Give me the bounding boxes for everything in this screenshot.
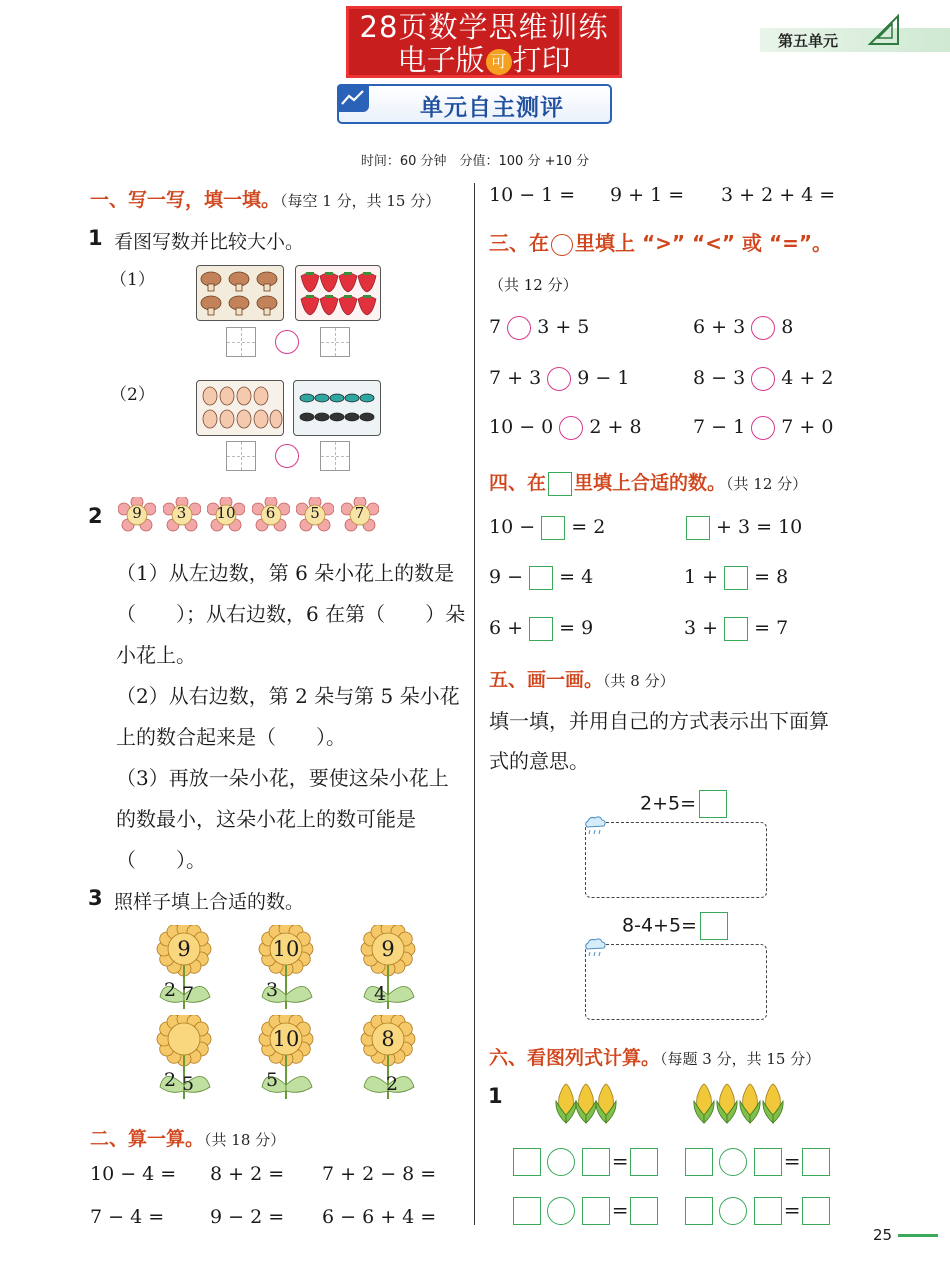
sunflower-left-number: 2 [164,1069,177,1091]
sunflower-1 [156,925,216,1015]
calc-r2-c1: 7 − 4 = [90,1206,165,1228]
q3-number: 3 [88,886,103,910]
meta-info: 时间：60 分钟 分值：100 分 +10 分 [360,154,590,169]
unit-tag-text: 第五单元 [778,32,839,50]
cmp-6: 7 − 1 7 + 0 [693,416,834,438]
section-5-line1: 填一填，并用自己的方式表示出下面算 [489,709,829,733]
corn-icon [716,1083,738,1129]
q1-part1-answer-box-left[interactable] [226,327,256,357]
flower-6 [341,497,379,533]
cmp-5: 10 − 0 2 + 8 [489,416,642,438]
sunflower-left-number: 2 [164,979,177,1001]
sunflower-right-number: 2 [386,1073,399,1095]
answer-box[interactable] [700,912,728,940]
sunflower-top-number: 10 [272,1027,300,1051]
compare-circle[interactable] [507,316,531,340]
q2-line3: 小花上。 [116,643,196,667]
calc-r3-c3: 3 + 2 + 4 = [721,184,836,206]
corn-icon [555,1083,577,1129]
operator-circle[interactable] [547,1197,575,1225]
fill-1: 10 − = 2 [489,516,606,538]
q2-line1: （1）从左边数，第 6 朵小花上的数是 [116,561,455,585]
sunflower-6 [360,1015,420,1105]
draw-eq1: 2+5= [640,790,727,818]
flower-number: 6 [265,504,276,522]
fill-4: 1 + = 8 [684,566,789,588]
cmp-2: 6 + 3 8 [693,316,794,338]
sunflower-top-number: 8 [381,1027,395,1051]
q3-text: 照样子填上合适的数。 [114,891,305,913]
heading-circle-icon [551,234,573,256]
heading-box-icon [548,472,572,496]
coin-box [293,380,381,436]
draw-eq2: 8-4+5= [622,912,728,940]
answer-box[interactable] [513,1148,541,1176]
q2-line7: 的数最小，这朵小花上的数可能是 [116,807,416,831]
q2-line5: 上的数合起来是（ ）。 [116,725,346,749]
answer-box[interactable] [582,1148,610,1176]
answer-box[interactable] [582,1197,610,1225]
column-divider [474,183,475,1225]
q1-part2-label: （2） [110,385,155,405]
sunflower-3 [360,925,420,1015]
corn-icon [762,1083,784,1129]
cmp-3: 7 + 3 9 − 1 [489,367,630,389]
ruler-icon [866,12,902,48]
q1-part1-answer-box-right[interactable] [320,327,350,357]
q2-line8: （ ）。 [116,848,206,872]
banner-badge: 可 [486,49,512,75]
corn-icon [693,1083,715,1129]
compare-circle[interactable] [751,416,775,440]
flower-number: 7 [354,504,365,522]
section-5-line2: 式的意思。 [489,749,589,773]
answer-box[interactable] [541,516,565,540]
flower-1 [118,497,156,533]
q1-text: 看图写数并比较大小。 [114,231,305,253]
drawing-area-2[interactable] [585,944,767,1020]
answer-box[interactable] [754,1148,782,1176]
q1-part1-label: （1） [110,270,155,290]
chart-trend-icon [337,84,369,112]
equation-row-2: = [685,1148,830,1176]
sunflower-top-number: 10 [272,937,300,961]
banner [346,6,622,78]
page-number: 25 [873,1226,893,1244]
q2-number-label: 2 [88,504,103,528]
mushroom-box [196,265,284,321]
q1-part1-compare-circle[interactable] [275,330,299,354]
calc-r1-c2: 8 + 2 = [210,1163,285,1185]
answer-box[interactable] [685,1197,713,1225]
banner-line1: 28页数学思维训练 [359,10,609,44]
answer-box[interactable] [529,566,553,590]
compare-circle[interactable] [751,316,775,340]
section-6-heading: 六、看图列式计算。（每题 3 分，共 15 分） [489,1047,821,1069]
answer-box[interactable] [686,516,710,540]
q2-line2: （ ）；从右边数，6 在第（ ）朵 [116,602,466,626]
banner-line2b: 打印 [512,43,571,77]
answer-box[interactable] [513,1197,541,1225]
strawberry-box [295,265,381,321]
q2-line4: （2）从右边数，第 2 朵与第 5 朵小花 [116,684,460,708]
answer-box[interactable] [699,790,727,818]
equation-row-3: = [513,1197,658,1225]
page-number-bar [898,1234,938,1237]
flower-number: 5 [310,504,320,522]
fill-5: 6 + = 9 [489,617,594,639]
flower-number: 10 [216,504,236,522]
flower-number: 9 [132,504,142,522]
egg-box [196,380,284,436]
flower-2 [163,497,201,533]
q1-part2-answer-box-left[interactable] [226,441,256,471]
sunflower-top-number: 9 [381,937,395,961]
calc-r2-c3: 6 − 6 + 4 = [322,1206,437,1228]
corn-icon [575,1083,597,1129]
q2-line6: （3）再放一朵小花，要使这朵小花上 [116,766,449,790]
q1-part2-compare-circle[interactable] [275,444,299,468]
operator-circle[interactable] [547,1148,575,1176]
flower-4 [252,497,290,533]
answer-box[interactable] [630,1148,658,1176]
sunflower-right-number: 7 [182,983,195,1005]
page-title: 单元自主测评 [420,95,564,121]
sunflower-2 [258,925,318,1015]
answer-box[interactable] [630,1197,658,1225]
answer-box[interactable] [802,1197,830,1225]
fill-6: 3 + = 7 [684,617,789,639]
section-3-heading: 三、在 里填上 “>” “<” 或 “=”。 [489,231,832,255]
calc-r2-c2: 9 − 2 = [210,1206,285,1228]
cmp-1: 7 3 + 5 [489,316,590,338]
corn-icon [595,1083,617,1129]
answer-box[interactable] [529,617,553,641]
cmp-4: 8 − 3 4 + 2 [693,367,834,389]
section-1-heading: 一、写一写，填一填。（每空 1 分，共 15 分） [90,189,441,211]
operator-circle[interactable] [719,1197,747,1225]
compare-circle[interactable] [751,367,775,391]
banner-line2a: 电子版 [397,43,485,77]
calc-r3-c2: 9 + 1 = [610,184,685,206]
corn-icon [739,1083,761,1129]
compare-circle[interactable] [559,416,583,440]
q1-part2-answer-box-right[interactable] [320,441,350,471]
title-banner [337,84,612,124]
s6-q1-number: 1 [488,1084,503,1108]
calc-r1-c1: 10 − 4 = [90,1163,177,1185]
sunflower-3-right-number: 4 [374,983,387,1005]
cloud-icon [582,936,608,960]
section-3-points: （共 12 分） [489,276,578,294]
unit-tag [760,28,950,52]
answer-box[interactable] [724,617,748,641]
fill-2: + 3 = 10 [686,516,802,540]
equation-row-4: = [685,1197,830,1225]
answer-box[interactable] [802,1148,830,1176]
calc-r1-c3: 7 + 2 − 8 = [322,1163,437,1185]
sunflower-right-number: 5 [182,1073,195,1095]
section-5-heading: 五、画一画。（共 8 分） [489,669,675,691]
answer-box[interactable] [724,566,748,590]
flower-number: 3 [176,504,187,522]
sunflower-4 [156,1015,216,1105]
sunflower-left-number: 5 [266,1069,279,1091]
equation-row-1: = [513,1148,658,1176]
cloud-icon [582,814,608,838]
fill-3: 9 − = 4 [489,566,594,588]
calc-r3-c1: 10 − 1 = [489,184,576,206]
sunflower-left-number: 3 [266,979,279,1001]
section-4-heading: 四、在 里填上合适的数。（共 12 分） [489,472,808,494]
answer-box[interactable] [685,1148,713,1176]
section-2-heading: 二、算一算。（共 18 分） [90,1128,286,1150]
answer-box[interactable] [754,1197,782,1225]
flower-5 [296,497,334,533]
drawing-area-1[interactable] [585,822,767,898]
compare-circle[interactable] [547,367,571,391]
sunflower-5 [258,1015,318,1105]
sunflower-top-number: 9 [177,937,191,961]
q1-number: 1 [88,226,103,250]
flower-3 [207,497,245,533]
operator-circle[interactable] [719,1148,747,1176]
